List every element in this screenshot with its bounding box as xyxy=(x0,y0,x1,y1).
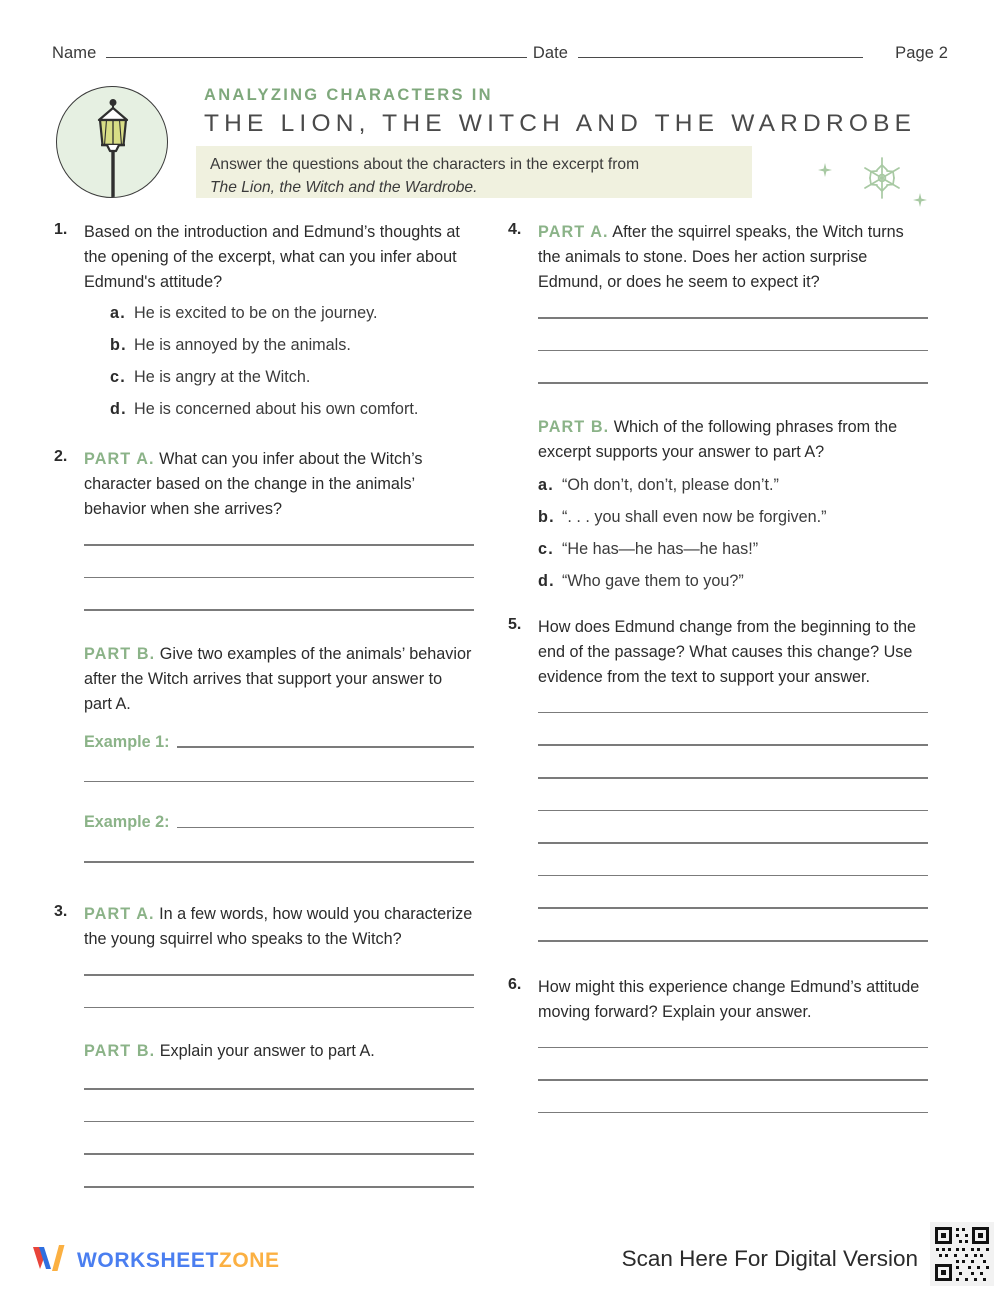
question-2-examples xyxy=(84,733,474,863)
answer-line[interactable] xyxy=(538,1047,928,1049)
worksheet-zone-logo[interactable] xyxy=(30,1241,280,1280)
choice-letter: a. xyxy=(538,475,554,494)
question-2-part-a xyxy=(84,447,474,522)
answer-line[interactable] xyxy=(538,777,928,779)
question-column-right xyxy=(508,220,928,1144)
choice-letter: a. xyxy=(110,304,126,322)
question-3-number: 3. xyxy=(54,902,68,920)
choice-letter: d. xyxy=(538,571,555,590)
question-2-part-b-prompt: Give two examples of the animals’ behavior after the Witch arrives that support your answer to part A. xyxy=(84,644,472,713)
choice-text: “Oh don’t, don’t, please don’t.” xyxy=(562,475,779,494)
choice-option[interactable] xyxy=(110,365,474,389)
answer-line[interactable] xyxy=(538,382,928,384)
question-3-part-b-prompt: Explain your answer to part A. xyxy=(159,1042,375,1061)
answer-line[interactable] xyxy=(177,746,474,748)
page-number: Page 2 xyxy=(895,44,948,62)
date-write-line[interactable] xyxy=(578,45,863,58)
question-3-part-b-answer-lines xyxy=(84,1088,474,1187)
question-1-prompt: Based on the introduction and Edmund’s thoughts at the opening of the excerpt, what can you infer about Edmund's attitude? xyxy=(84,223,460,291)
scan-here-text: Scan Here For Digital Version xyxy=(621,1246,918,1271)
choice-letter: b. xyxy=(110,336,127,354)
choice-option[interactable] xyxy=(538,537,928,561)
example-1-label: Example 1: xyxy=(84,732,170,751)
date-label: Date xyxy=(532,44,569,62)
choice-text: He is angry at the Witch. xyxy=(134,368,311,386)
answer-line[interactable] xyxy=(84,1186,474,1188)
logo-text-worksheet: WORKSHEET xyxy=(77,1248,219,1272)
question-1 xyxy=(54,220,474,429)
choice-text: “He has—he has—he has!” xyxy=(562,539,759,558)
question-2-part-b xyxy=(84,642,474,717)
question-4-number: 4. xyxy=(508,221,522,238)
choice-option[interactable] xyxy=(110,333,474,357)
answer-line[interactable] xyxy=(538,940,928,942)
part-b-label: PART B. xyxy=(538,417,610,436)
answer-line[interactable] xyxy=(84,1121,474,1123)
answer-line[interactable] xyxy=(538,317,928,319)
logo-text xyxy=(77,1249,280,1273)
answer-line[interactable] xyxy=(84,1088,474,1090)
answer-line[interactable] xyxy=(84,861,474,863)
question-5-number: 5. xyxy=(508,615,522,633)
question-3-part-a xyxy=(84,902,474,952)
answer-line[interactable] xyxy=(84,1007,474,1009)
answer-line[interactable] xyxy=(84,974,474,976)
question-4-choices xyxy=(538,473,928,593)
question-3-part-b xyxy=(84,1039,474,1064)
answer-line[interactable] xyxy=(84,609,474,611)
part-a-label: PART A. xyxy=(84,450,155,468)
question-6-answer-lines xyxy=(538,1047,928,1114)
choice-option[interactable] xyxy=(538,505,928,529)
question-1-choices xyxy=(84,301,474,421)
answer-line[interactable] xyxy=(84,544,474,546)
choice-text: He is concerned about his own comfort. xyxy=(134,400,419,418)
question-5 xyxy=(508,615,928,973)
choice-text: “Who gave them to you?” xyxy=(562,571,744,590)
question-3 xyxy=(54,902,474,1219)
answer-line[interactable] xyxy=(84,577,474,579)
question-column-left xyxy=(54,220,474,1219)
choice-letter: c. xyxy=(110,368,126,386)
choice-letter: d. xyxy=(110,400,127,418)
question-4-part-b xyxy=(538,415,928,465)
snowflake-icon xyxy=(856,152,908,209)
answer-line[interactable] xyxy=(538,810,928,812)
example-1-row xyxy=(84,733,474,752)
choice-letter: b. xyxy=(538,507,555,526)
answer-line[interactable] xyxy=(538,1112,928,1114)
example-2-row xyxy=(84,813,474,832)
name-write-line[interactable] xyxy=(106,45,526,58)
question-2-number: 2. xyxy=(54,448,68,465)
question-4 xyxy=(508,220,928,601)
question-4-part-b-prompt: Which of the following phrases from the excerpt supports your answer to part A? xyxy=(538,417,898,461)
question-6-number: 6. xyxy=(508,975,522,993)
answer-line[interactable] xyxy=(538,744,928,746)
answer-line[interactable] xyxy=(538,907,928,909)
question-3-part-a-prompt: In a few words, how would you characterize the young squirrel who speaks to the Witch? xyxy=(84,904,473,948)
answer-line[interactable] xyxy=(538,350,928,352)
question-4-part-a-answer-lines xyxy=(538,317,928,384)
answer-line[interactable] xyxy=(84,1153,474,1155)
answer-line[interactable] xyxy=(177,827,474,829)
question-6 xyxy=(508,975,928,1145)
choice-letter: c. xyxy=(538,539,554,558)
instructions-book-title: The Lion, the Witch and the Wardrobe. xyxy=(210,179,478,196)
question-5-prompt: How does Edmund change from the beginning to the end of the passage? What causes this change? Use evidence from the text to support your answer. xyxy=(538,617,916,686)
sparkle-icon-small-right xyxy=(913,193,927,212)
part-b-label: PART B. xyxy=(84,1042,156,1061)
choice-option[interactable] xyxy=(538,569,928,593)
lamppost-icon xyxy=(56,86,168,198)
choice-text: He is annoyed by the animals. xyxy=(134,336,351,354)
qr-code-icon[interactable] xyxy=(930,1222,994,1286)
header-name-date-row xyxy=(52,44,948,63)
choice-text: He is excited to be on the journey. xyxy=(134,304,378,322)
question-2-part-a-answer-lines xyxy=(84,544,474,611)
example-2-label: Example 2: xyxy=(84,813,170,832)
question-4-part-a xyxy=(538,220,928,295)
name-label: Name xyxy=(52,44,97,62)
worksheet-zone-logo-icon xyxy=(30,1241,68,1280)
part-b-label: PART B. xyxy=(84,644,156,663)
page-title: THE LION, THE WITCH AND THE WARDROBE xyxy=(204,110,917,137)
instructions-box xyxy=(196,146,752,198)
choice-option[interactable] xyxy=(110,397,474,421)
sparkle-icon-small-left xyxy=(818,163,832,182)
answer-line[interactable] xyxy=(538,712,928,714)
answer-line[interactable] xyxy=(84,781,474,783)
worksheet-kicker: ANALYZING CHARACTERS IN xyxy=(204,86,493,104)
choice-option[interactable] xyxy=(538,473,928,497)
question-6-prompt: How might this experience change Edmund’s attitude moving forward? Explain your answer. xyxy=(538,977,920,1021)
question-3-part-a-answer-lines xyxy=(84,974,474,1008)
part-a-label: PART A. xyxy=(84,904,155,923)
question-4-part-a-prompt: After the squirrel speaks, the Witch turns the animals to stone. Does her action surprise Edmund, or does he seem to expect it? xyxy=(538,223,904,291)
answer-line[interactable] xyxy=(538,875,928,877)
answer-line[interactable] xyxy=(538,1079,928,1081)
part-a-label: PART A. xyxy=(538,223,609,241)
question-5-answer-lines xyxy=(538,712,928,942)
instructions-line1: Answer the questions about the characters in the excerpt from xyxy=(210,156,640,173)
question-2 xyxy=(54,447,474,894)
answer-line[interactable] xyxy=(538,842,928,844)
question-2-part-a-prompt: What can you infer about the Witch’s character based on the change in the animals’ behavior when she arrives? xyxy=(84,450,423,518)
choice-text: “. . . you shall even now be forgiven.” xyxy=(562,507,827,526)
choice-option[interactable] xyxy=(110,301,474,325)
logo-text-zone: ZONE xyxy=(218,1248,280,1272)
question-1-number: 1. xyxy=(54,221,68,238)
